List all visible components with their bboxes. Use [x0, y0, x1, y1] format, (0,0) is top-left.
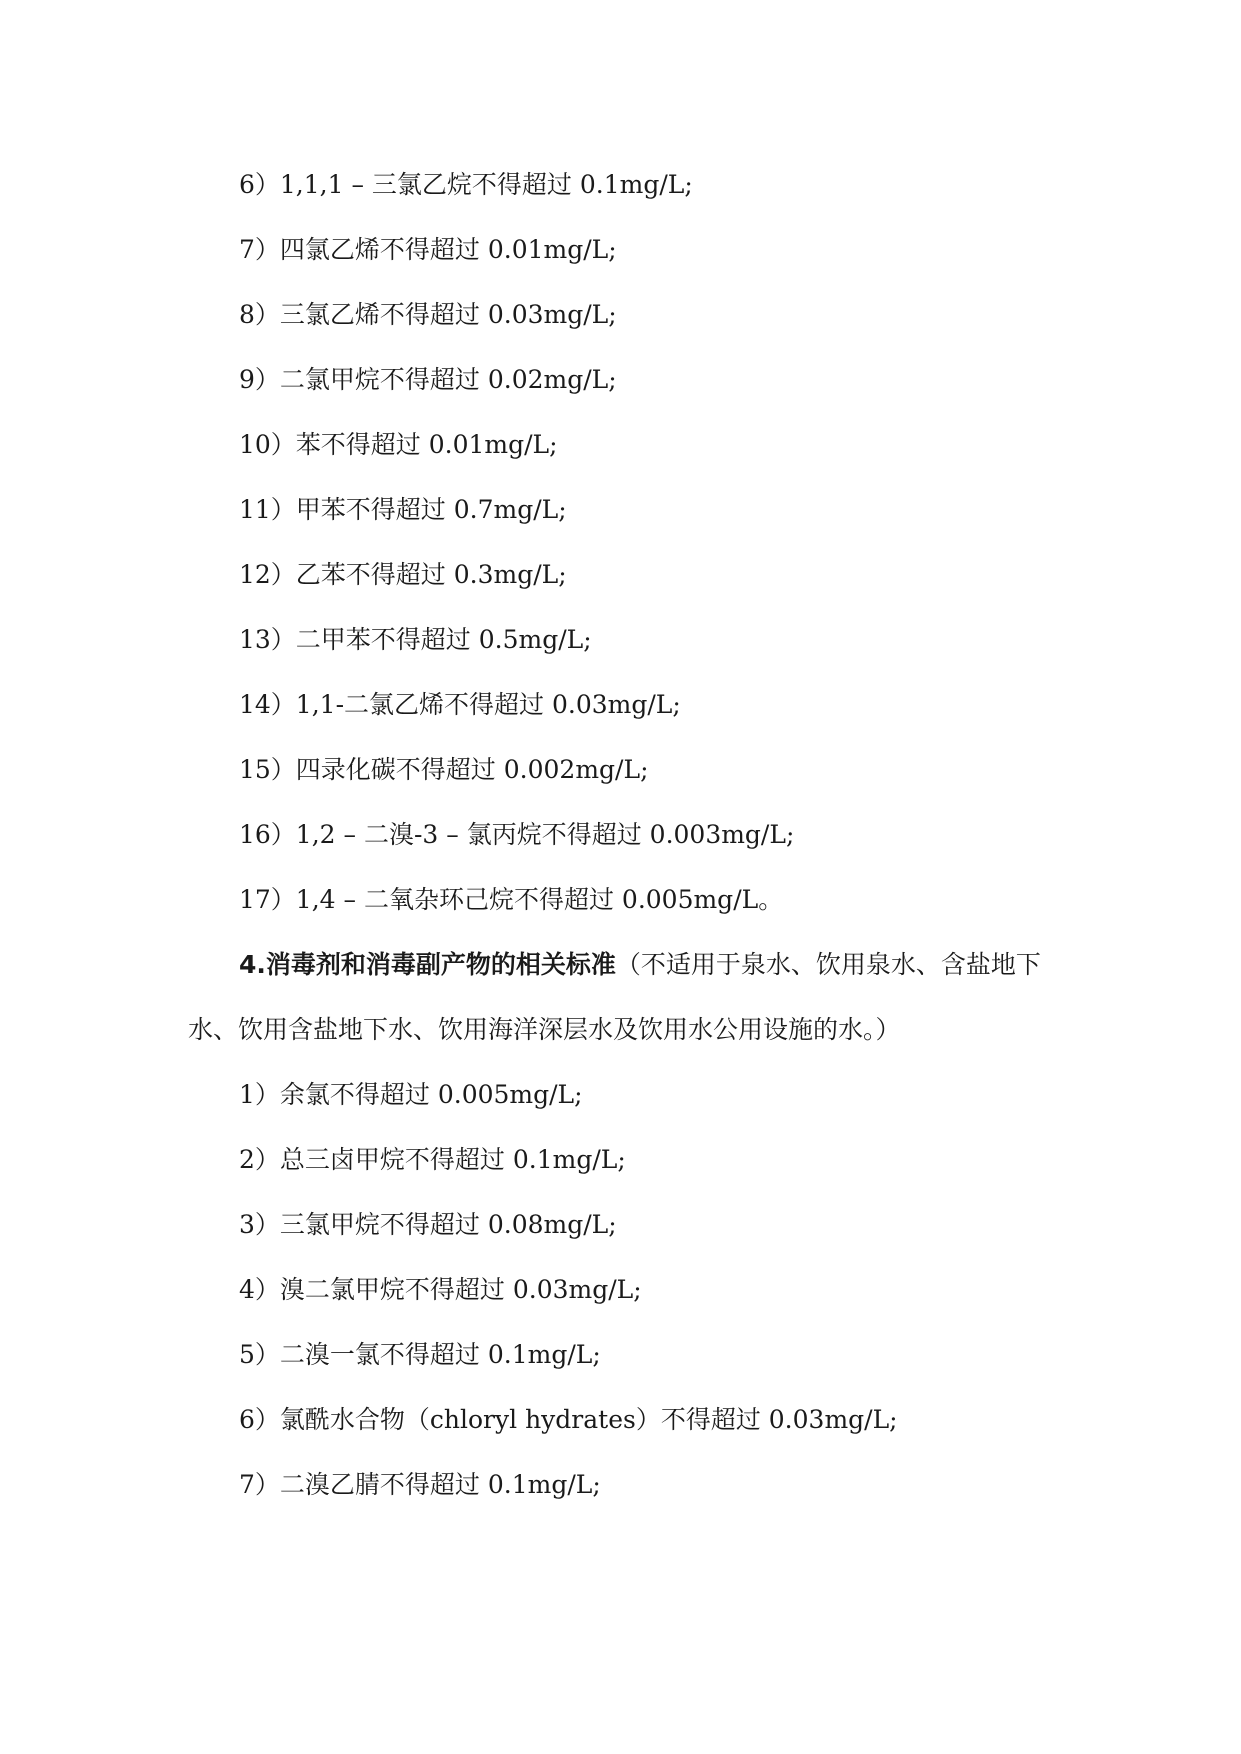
list-item: 16）1,2 – 二溴-3 – 氯丙烷不得超过 0.003mg/L; — [239, 820, 795, 849]
list-item: 2）总三卤甲烷不得超过 0.1mg/L; — [239, 1145, 626, 1174]
list-item: 12）乙苯不得超过 0.3mg/L; — [239, 560, 567, 589]
section-4-paragraph — [188, 932, 1056, 1062]
list-item: 6）1,1,1 – 三氯乙烷不得超过 0.1mg/L; — [239, 170, 693, 199]
list-item: 11）甲苯不得超过 0.7mg/L; — [239, 495, 567, 524]
section-4-note: （不适用于泉水、饮用泉水、含盐地下水、饮用含盐地下水、饮用海洋深层水及饮用水公用设施的水。） — [188, 950, 1041, 1044]
list-item: 7）四氯乙烯不得超过 0.01mg/L; — [239, 235, 617, 264]
list-item: 14）1,1-二氯乙烯不得超过 0.03mg/L; — [239, 690, 681, 719]
list-item: 10）苯不得超过 0.01mg/L; — [239, 430, 558, 459]
list-item: 6）氯酰水合物（chloryl hydrates）不得超过 0.03mg/L; — [239, 1405, 898, 1434]
list-item: 17）1,4 – 二氧杂环己烷不得超过 0.005mg/L。 — [239, 885, 784, 914]
list-item: 9）二氯甲烷不得超过 0.02mg/L; — [239, 365, 617, 394]
section-4-heading: 4.消毒剂和消毒副产物的相关标准 — [239, 950, 616, 979]
document-body — [188, 152, 1056, 1517]
list-item: 13）二甲苯不得超过 0.5mg/L; — [239, 625, 592, 654]
list-item: 4）溴二氯甲烷不得超过 0.03mg/L; — [239, 1275, 642, 1304]
list-item: 8）三氯乙烯不得超过 0.03mg/L; — [239, 300, 617, 329]
list-item: 5）二溴一氯不得超过 0.1mg/L; — [239, 1340, 601, 1369]
list-item: 1）余氯不得超过 0.005mg/L; — [239, 1080, 583, 1109]
list-item: 3）三氯甲烷不得超过 0.08mg/L; — [239, 1210, 617, 1239]
list-item: 7）二溴乙腈不得超过 0.1mg/L; — [239, 1470, 601, 1499]
list-item: 15）四录化碳不得超过 0.002mg/L; — [239, 755, 649, 784]
